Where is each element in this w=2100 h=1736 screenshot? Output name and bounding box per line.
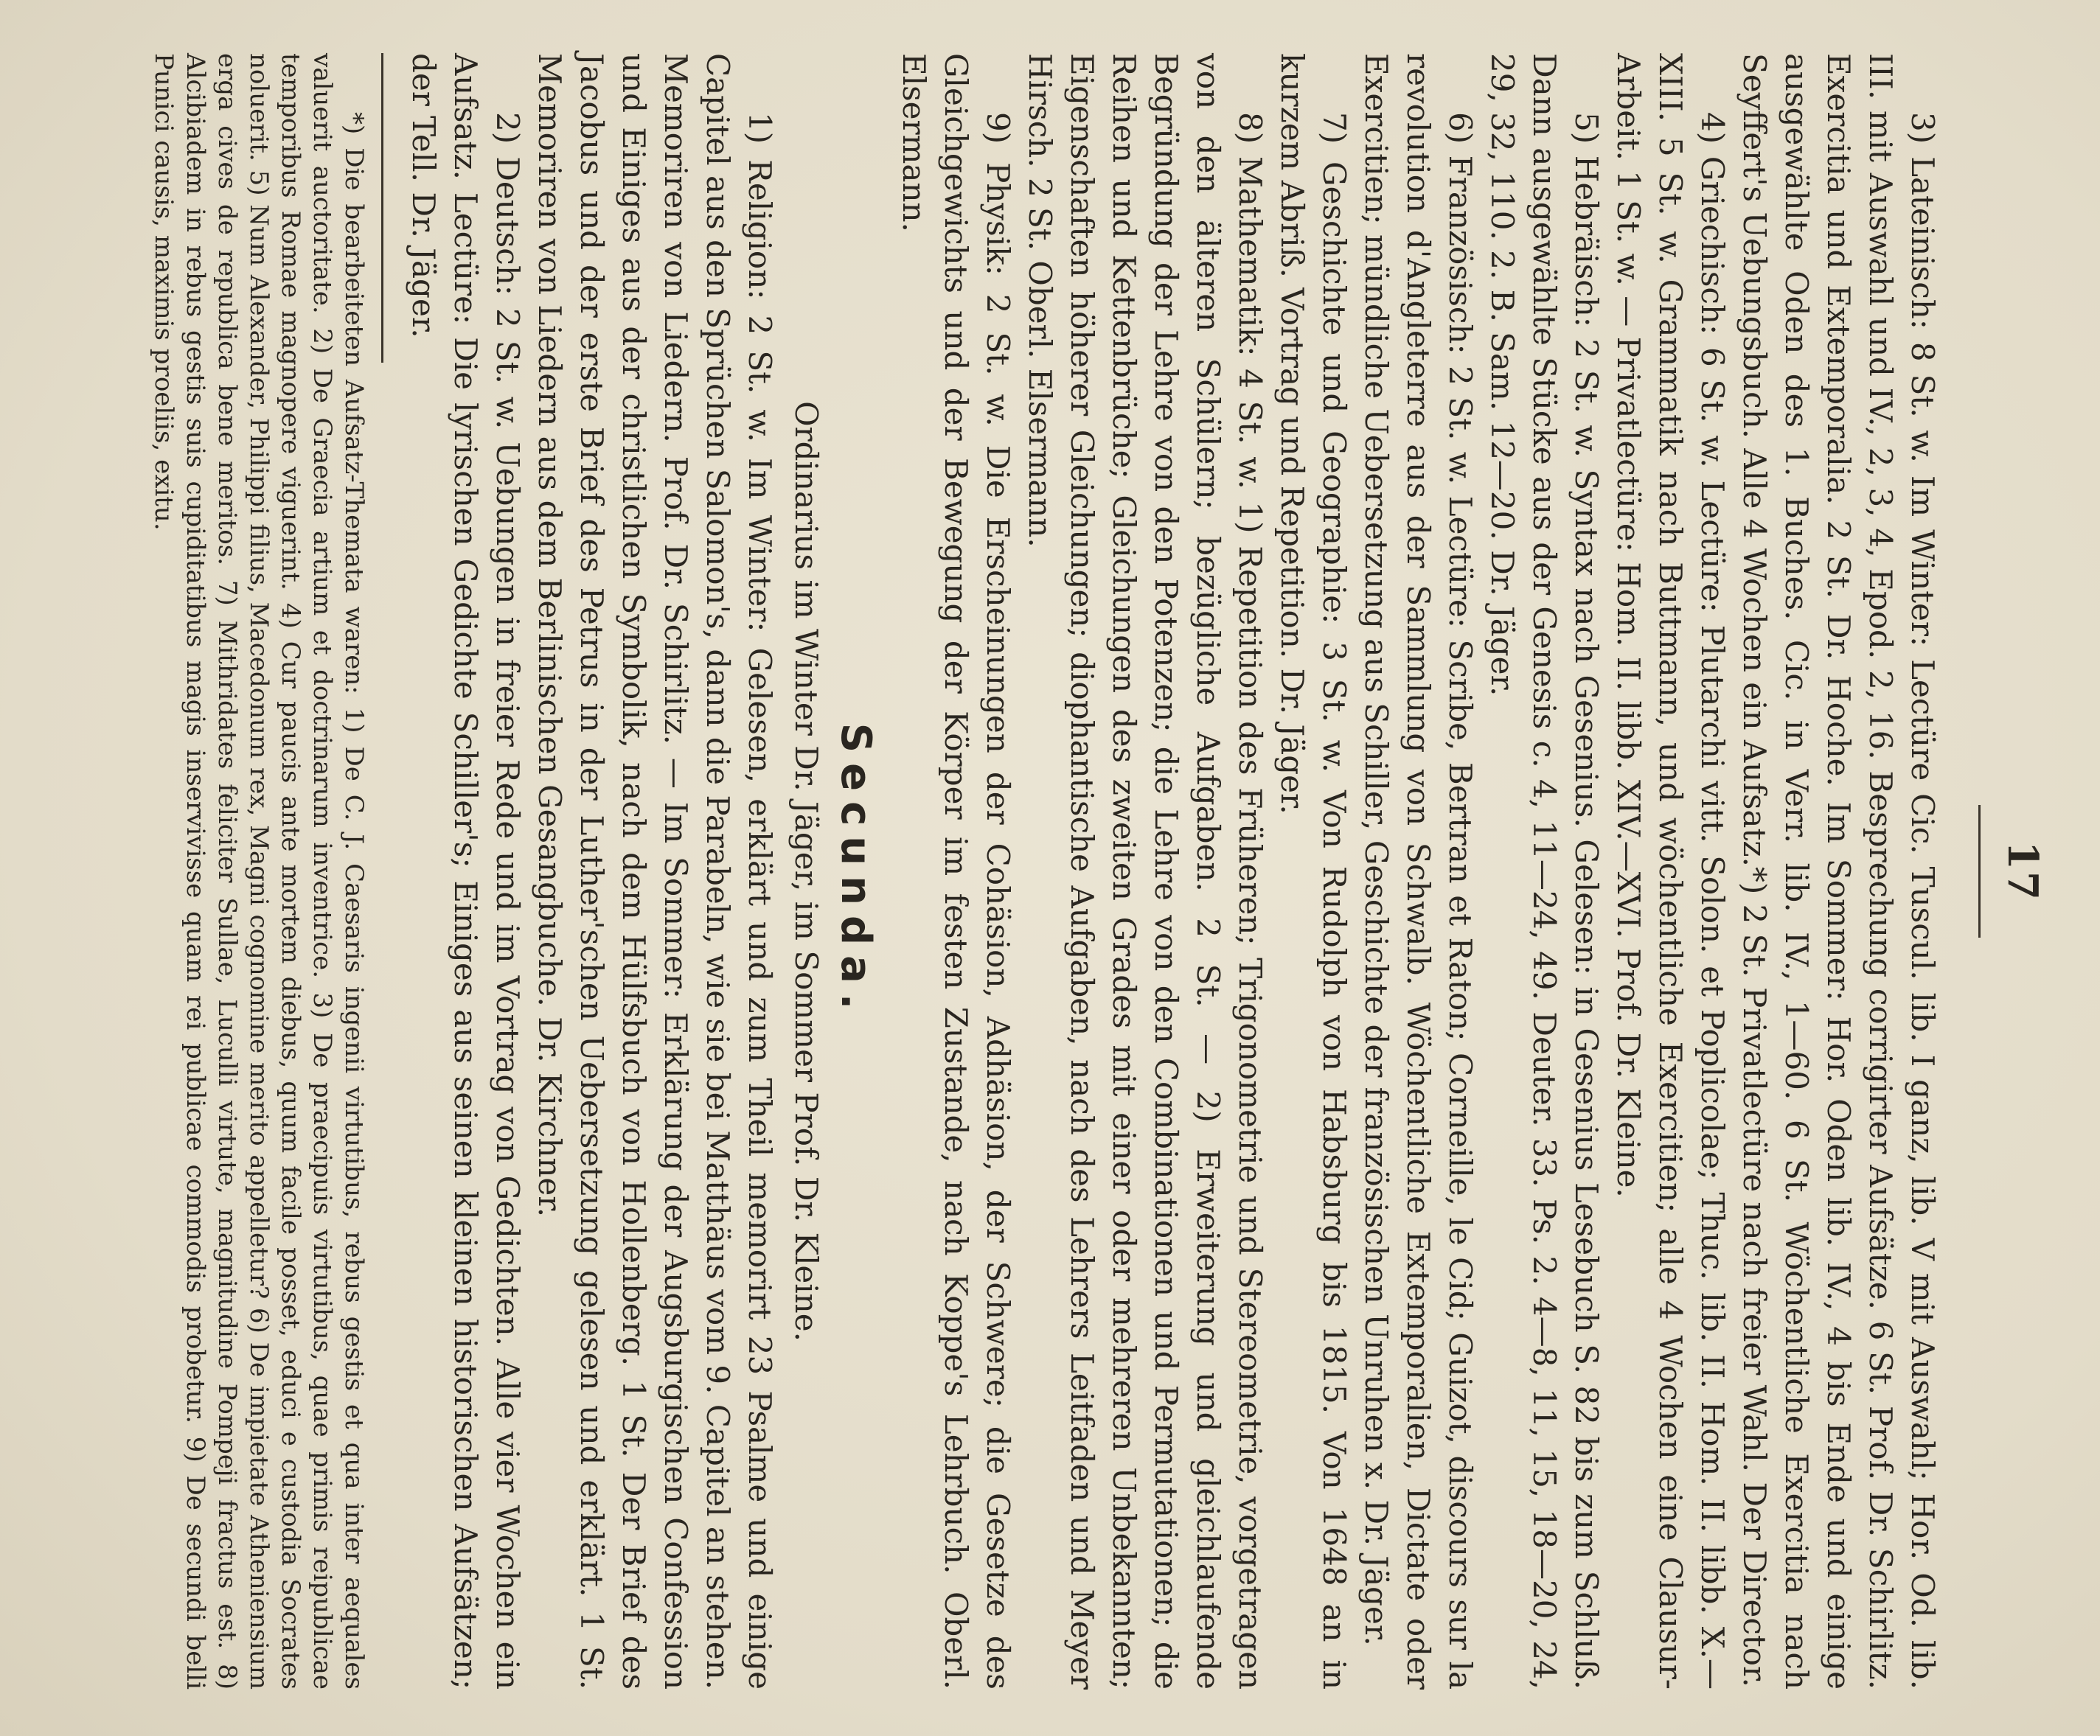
section-title-secunda: Secunda. [832,722,880,1020]
paragraph-hebrew: 5) Hebräisch: 2 St. w. Syntax nach Gesenius. Gelesen: in Gesenius Lesebuch S. 82 bis zum Schluß. Dann ausgewählte Stücke aus der Genesis c. 4, 11—24, 49. Deuter. 33. Ps. 2. 4—8, 11, 15, 18—20, 24, 29, 32, 110. 2. B. Sam. 12—20. Dr. Jäger. [1484,53,1604,1690]
paragraph-religion: 1) Religion: 2 St. w. Im Winter: Gelesen, erklärt und zum Theil memorirt 23 Psalme und einige Capitel aus den Sprüchen Salomon's, dann die Parabeln, wie sie bei Matthäus vom 9. Capitel an stehen. Memoriren von Liedern. Prof. Dr. Schirlitz. — Im Sommer: Erklärung der Augsburgischen Confession und Einiges aus der christlichen Symbolik, nach dem Hülfsbuch von Hollenberg. 1 St. Der Brief des Jacobus und der erste Brief des Petrus in der Luther'schen Uebersetzung gelesen und erklärt. 1 St. Memoriren von Liedern aus dem Berlinischen Gesangbuche. Dr. Kirchner. [532,53,778,1690]
paragraph-history: 7) Geschichte und Geographie: 3 St. w. Von Rudolph von Habsburg bis 1815. Von 1648 an in kurzem Abriß. Vortrag und Repetition. Dr. Jäger. [1274,53,1352,1690]
paragraph-french: 6) Französisch: 2 St. w. Lectüre: Scribe, Bertran et Raton; Corneille, le Cid; Guizot, discours sur la revolution d'Angleterre aus der Sammlung von Schwalb. Wöchentliche Extemporalien, Dictate oder Exercitien; mündliche Uebersetzung aus Schiller, Geschichte der französischen Unruhen x. Dr. Jäger. [1358,53,1478,1690]
paragraph-greek: 4) Griechisch: 6 St. w. Lectüre: Plutarchi vitt. Solon. et Poplicolae; Thuc. lib. II. Hom. II. libb. X.—XIII. 5 St. w. Grammatik nach Buttmann, und wöchentliche Exercitien; alle 4 Wochen eine Clausur-Arbeit. 1 St. w. — Privatlectüre: Hom. II. libb. XIV.—XVI. Prof. Dr. Kleine. [1610,53,1731,1690]
footnote [147,53,369,1690]
page-body [147,53,1944,1690]
footnote-text: *) Die bearbeiteten Aufsatz-Themata waren: 1) De C. J. Caesaris ingenii virtutibus, rebus gestis et qua inter aequales valuerit auctoritate. 2) De Graecia artium et doctrinarum inventrice. 3) De praecipuis virtutibus, quae primis reipublicae temporibus Romae magnopere viguerint. 4) Cur paucis ante mortem diebus, quum facile posset, educi e custodia Socrates noluerit. 5) Num Alexander, Philippi filius, Macedonum rex, Magni cognomine merito appelletur? 6) De impietate Atheniensium erga cives de republica bene meritos. 7) Mithridates feliciter Sullae, Luculli virtute, magnitudine Pompeji fractus est. 8) Alcibiadem in rebus gestis suis cupiditatibus magis inservivisse quam rei publicae commodis probetur. 9) De secundi belli Punici causis, maximis proeliis, exitu. [149,53,369,1690]
page-number: 17 [1998,841,2047,902]
header-rule [1978,805,1981,938]
rotated-page-content [34,53,2047,1690]
paragraph-mathematics: 8) Mathematik: 4 St. w. 1) Repetition des Früheren; Trigonometrie und Stereometrie, vorgetragen von den älteren Schülern; bezügliche Aufgaben. 2 St. — 2) Erweiterung und gleichlaufende Begründung der Lehre von den Potenzen; die Lehre von den Combinationen und Permutationen; die Reihen und Kettenbrüche; Gleichungen des zweiten Grades mit einer oder mehreren Unbekannten; Eigenschaften höherer Gleichungen; diophantische Aufgaben, nach des Lehrers Leitfaden und Meyer Hirsch. 2 St. Oberl. Elsermann. [1022,53,1268,1690]
footnote-rule [381,53,383,363]
paragraph-latin: 3) Lateinisch: 8 St. w. Im Winter: Lectüre Cic. Tuscul. lib. I ganz, lib. V mit Auswahl; Hor. Od. lib. III. mit Auswahl und IV., 2, 3, 4, Epod. 2, 16. Besprechung corrigirter Aufsätze. 6 St. Prof. Dr. Schirlitz. Exercitia und Extemporalia. 2 St. Dr. Hoche. Im Sommer: Hor. Oden lib. IV., 4 bis Ende und einige ausgewählte Oden des 1. Buches. Cic. in Verr. lib. IV., 1—60. 6 St. Wöchentliche Exercitia nach Seyffert's Uebungsbuch. Alle 4 Wochen ein Aufsatz.*) 2 St. Privatlectüre nach freier Wahl. Der Director. [1736,53,1941,1690]
paragraph-physics: 9) Physik: 2 St. w. Die Erscheinungen der Cohäsion, Adhäsion, der Schwere; die Gesetze des Gleichgewichts und der Bewegung der Körper im festen Zustande, nach Koppe's Lehrbuch. Oberl. Elsermann. [896,53,1016,1690]
paragraph-german: 2) Deutsch: 2 St. w. Uebungen in freier Rede und im Vortrag von Gedichten. Alle vier Wochen ein Aufsatz. Lectüre: Die lyrischen Gedichte Schiller's; Einiges aus seinen kleinen historischen Aufsätzen; der Tell. Dr. Jäger. [406,53,526,1690]
section-ordinarius: Ordinarius im Winter Dr. Jäger, im Sommer Prof. Dr. Kleine. [788,401,824,1342]
